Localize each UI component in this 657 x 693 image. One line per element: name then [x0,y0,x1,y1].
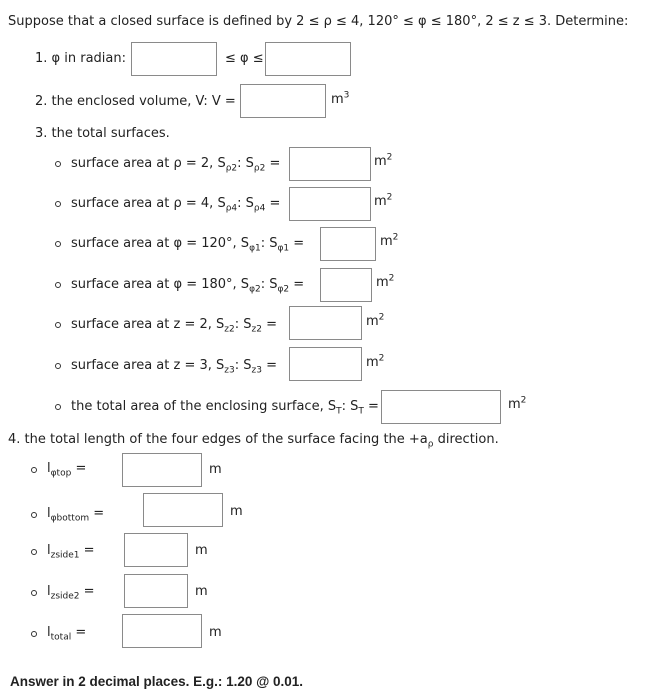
area-rho2-input[interactable] [289,147,371,181]
bullet-icon [55,161,61,167]
answer-instructions: Answer in 2 decimal places. E.g.: 1.20 @ 0.01. [10,674,304,689]
area-phi1-input[interactable] [320,227,376,261]
q3-label: 3. the total surfaces. [35,126,170,141]
q3-item-rho4-label: surface area at ρ = 4, $S_{\rho 4}$: $S_{\rho 4}$ = [71,196,281,214]
length-total-input[interactable] [122,614,202,648]
area-total-input[interactable] [381,390,501,424]
length-phibottom-input[interactable] [143,493,223,527]
q3-item-z2-label: surface area at z = 2, $S_{z2}$: $S_{z2}$ = [71,317,277,335]
q3-item-z2-unit: $m^2$ [366,312,385,329]
q4-item-phibottom-label: $l_{\varphi bottom}$ = [47,506,105,524]
bullet-icon [55,322,61,328]
q3-item-z3-unit: $m^2$ [366,353,385,370]
q3-item-phi1-label: surface area at φ = 120°, $S_{\varphi 1}$: $S_{\varphi 1}$ = [71,236,305,254]
q1-label: 1. φ in radian: [35,51,126,66]
q3-item-rho4-unit: $m^2$ [374,192,393,209]
q4-item-phibottom-unit: m [230,504,243,519]
bullet-icon [31,512,37,518]
length-phitop-input[interactable] [122,453,202,487]
q4-item-phitop-label: $l_{\varphi top}$ = [47,461,87,479]
q3-item-phi1-unit: $m^2$ [380,232,399,249]
q2-label: 2. the enclosed volume, V: V = [35,94,236,109]
q3-item-phi2-unit: $m^2$ [376,273,395,290]
q3-item-total-unit: $m^2$ [508,395,527,412]
q4-item-zside2-label: $l_{zside2}$ = [47,584,95,602]
bullet-icon [31,549,37,555]
bullet-icon [55,363,61,369]
q3-item-rho2-label: surface area at ρ = 2, $S_{\rho 2}$: $S_{\rho 2}$ = [71,156,281,174]
area-z2-input[interactable] [289,306,362,340]
bullet-icon [55,201,61,207]
q4-item-phitop-unit: m [209,462,222,477]
problem-intro: Suppose that a closed surface is defined by 2 ≤ ρ ≤ 4, 120° ≤ φ ≤ 180°, 2 ≤ z ≤ 3. Determine: [8,14,629,29]
q3-item-total-label: the total area of the enclosing surface, $S_T$: $S_T$ = [71,399,379,417]
q1-between: ≤ φ ≤ [225,51,264,66]
volume-input[interactable] [240,84,326,118]
q4-item-zside1-label: $l_{zside1}$ = [47,543,95,561]
length-zside1-input[interactable] [124,533,188,567]
q2-unit: $m^3$ [331,90,350,107]
q4-item-zside1-unit: m [195,543,208,558]
phi-lower-input[interactable] [131,42,217,76]
bullet-icon [55,404,61,410]
q3-item-phi2-label: surface area at φ = 180°, $S_{\varphi 2}$: $S_{\varphi 2}$ = [71,277,305,295]
bullet-icon [31,467,37,473]
q4-label: 4. the total length of the four edges of the surface facing the $+a_\rho$ direction. [8,432,499,450]
phi-upper-input[interactable] [265,42,351,76]
area-z3-input[interactable] [289,347,362,381]
area-rho4-input[interactable] [289,187,371,221]
bullet-icon [55,282,61,288]
q4-item-zside2-unit: m [195,584,208,599]
bullet-icon [55,241,61,247]
length-zside2-input[interactable] [124,574,188,608]
bullet-icon [31,590,37,596]
q3-item-z3-label: surface area at z = 3, $S_{z3}$: $S_{z3}$ = [71,358,277,376]
q3-item-rho2-unit: $m^2$ [374,152,393,169]
area-phi2-input[interactable] [320,268,372,302]
q4-item-total-label: $l_{total}$ = [47,625,87,643]
bullet-icon [31,631,37,637]
q4-item-total-unit: m [209,625,222,640]
